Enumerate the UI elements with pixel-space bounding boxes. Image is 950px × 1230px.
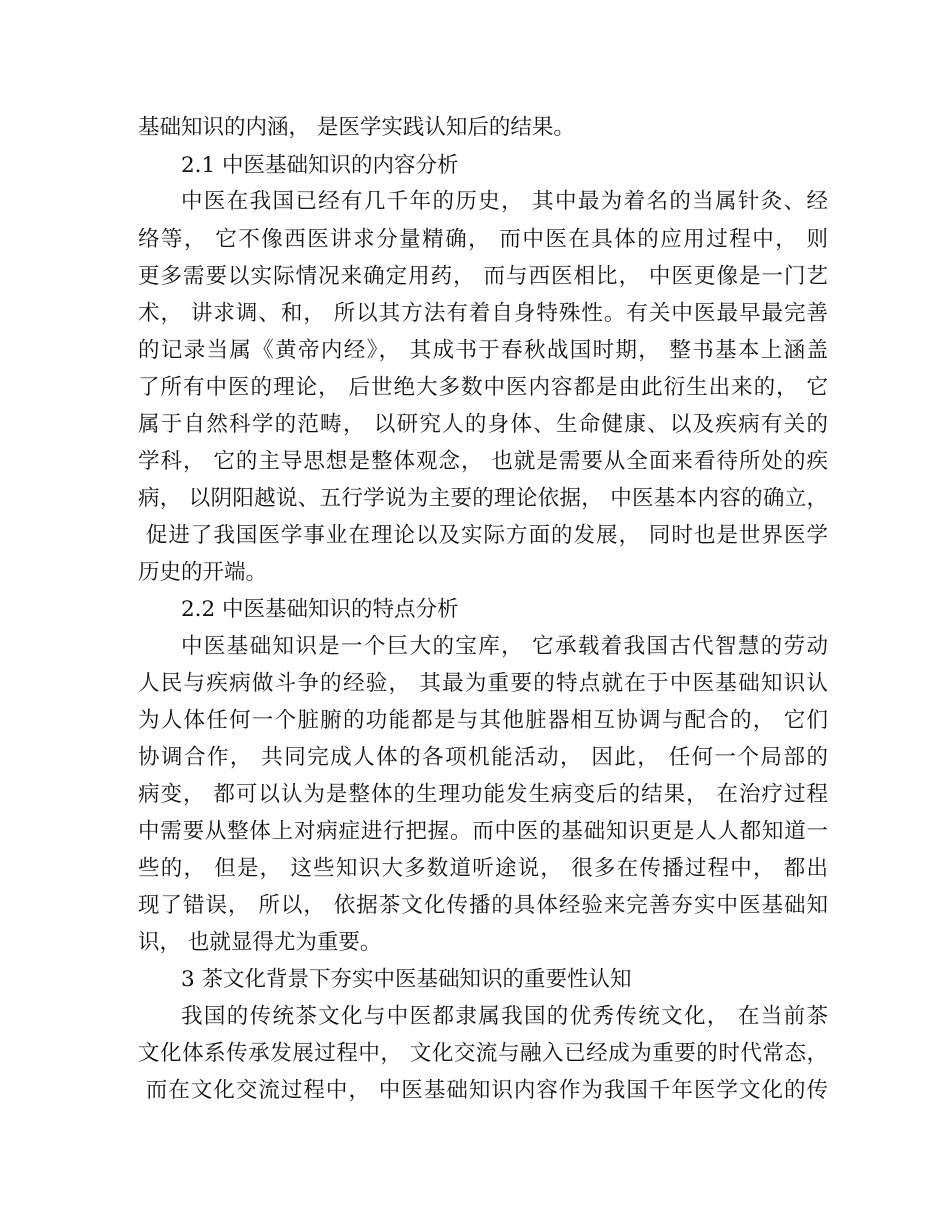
text-line: 病变， 都可以认为是整体的生理功能发生病变后的结果， 在治疗过程 [138, 782, 828, 807]
text-line: 的记录当属《黄帝内经》， 其成书于春秋战国时期， 整书基本上涵盖 [138, 338, 828, 363]
text-line: 中需要从整体上对病症进行把握。而中医的基础知识更是人人都知道一 [138, 819, 828, 844]
text-line: 学科， 它的主导思想是整体观念， 也就是需要从全面来看待所处的疾 [138, 449, 828, 474]
text-line: 了所有中医的理论， 后世绝大多数中医内容都是由此衍生出来的， 它 [138, 375, 828, 400]
text-line: 中医基础知识是一个巨大的宝库， 它承载着我国古代智慧的劳动 [181, 634, 828, 659]
text-line: 属于自然科学的范畴， 以研究人的身体、生命健康、以及疾病有关的 [138, 412, 828, 437]
text-line: 术， 讲求调、和， 所以其方法有着自身特殊性。有关中医最早最完善 [138, 301, 828, 326]
text-line: 络等， 它不像西医讲求分量精确， 而中医在具体的应用过程中， 则 [138, 227, 828, 252]
text-line: 为人体任何一个脏腑的功能都是与其他脏器相互协调与配合的， 它们 [138, 708, 828, 733]
text-line: 识， 也就显得尤为重要。 [138, 930, 382, 955]
text-line: 现了错误， 所以， 依据茶文化传播的具体经验来完善夯实中医基础知 [138, 893, 828, 918]
section-heading-2-1: 2.1 中医基础知识的内容分析 [181, 153, 459, 178]
section-heading-2-2: 2.2 中医基础知识的特点分析 [181, 597, 459, 622]
text-line: 更多需要以实际情况来确定用药， 而与西医相比， 中医更像是一门艺 [138, 264, 828, 289]
text-line: 人民与疾病做斗争的经验， 其最为重要的特点就在于中医基础知识认 [138, 671, 828, 696]
text-line: 文化体系传承发展过程中， 文化交流与融入已经成为重要的时代常态， [138, 1041, 828, 1066]
text-line: 我国的传统茶文化与中医都隶属我国的优秀传统文化， 在当前茶 [181, 1004, 828, 1029]
text-line: 病， 以阴阳越说、五行学说为主要的理论依据， 中医基本内容的确立， [138, 486, 828, 511]
text-line: 而在文化交流过程中， 中医基础知识内容作为我国千年医学文化的传 [138, 1078, 828, 1103]
text-line: 促进了我国医学事业在理论以及实际方面的发展， 同时也是世界医学 [138, 523, 828, 548]
text-line: 些的， 但是， 这些知识大多数道听途说， 很多在传播过程中， 都出 [138, 856, 828, 881]
section-heading-3: 3 茶文化背景下夯实中医基础知识的重要性认知 [181, 967, 632, 992]
text-line: 历史的开端。 [138, 560, 268, 585]
text-line: 基础知识的内涵， 是医学实践认知后的结果。 [138, 115, 575, 140]
text-line: 中医在我国已经有几千年的历史， 其中最为着名的当属针灸、经 [181, 189, 828, 214]
text-line: 协调合作， 共同完成人体的各项机能活动， 因此， 任何一个局部的 [138, 745, 828, 770]
